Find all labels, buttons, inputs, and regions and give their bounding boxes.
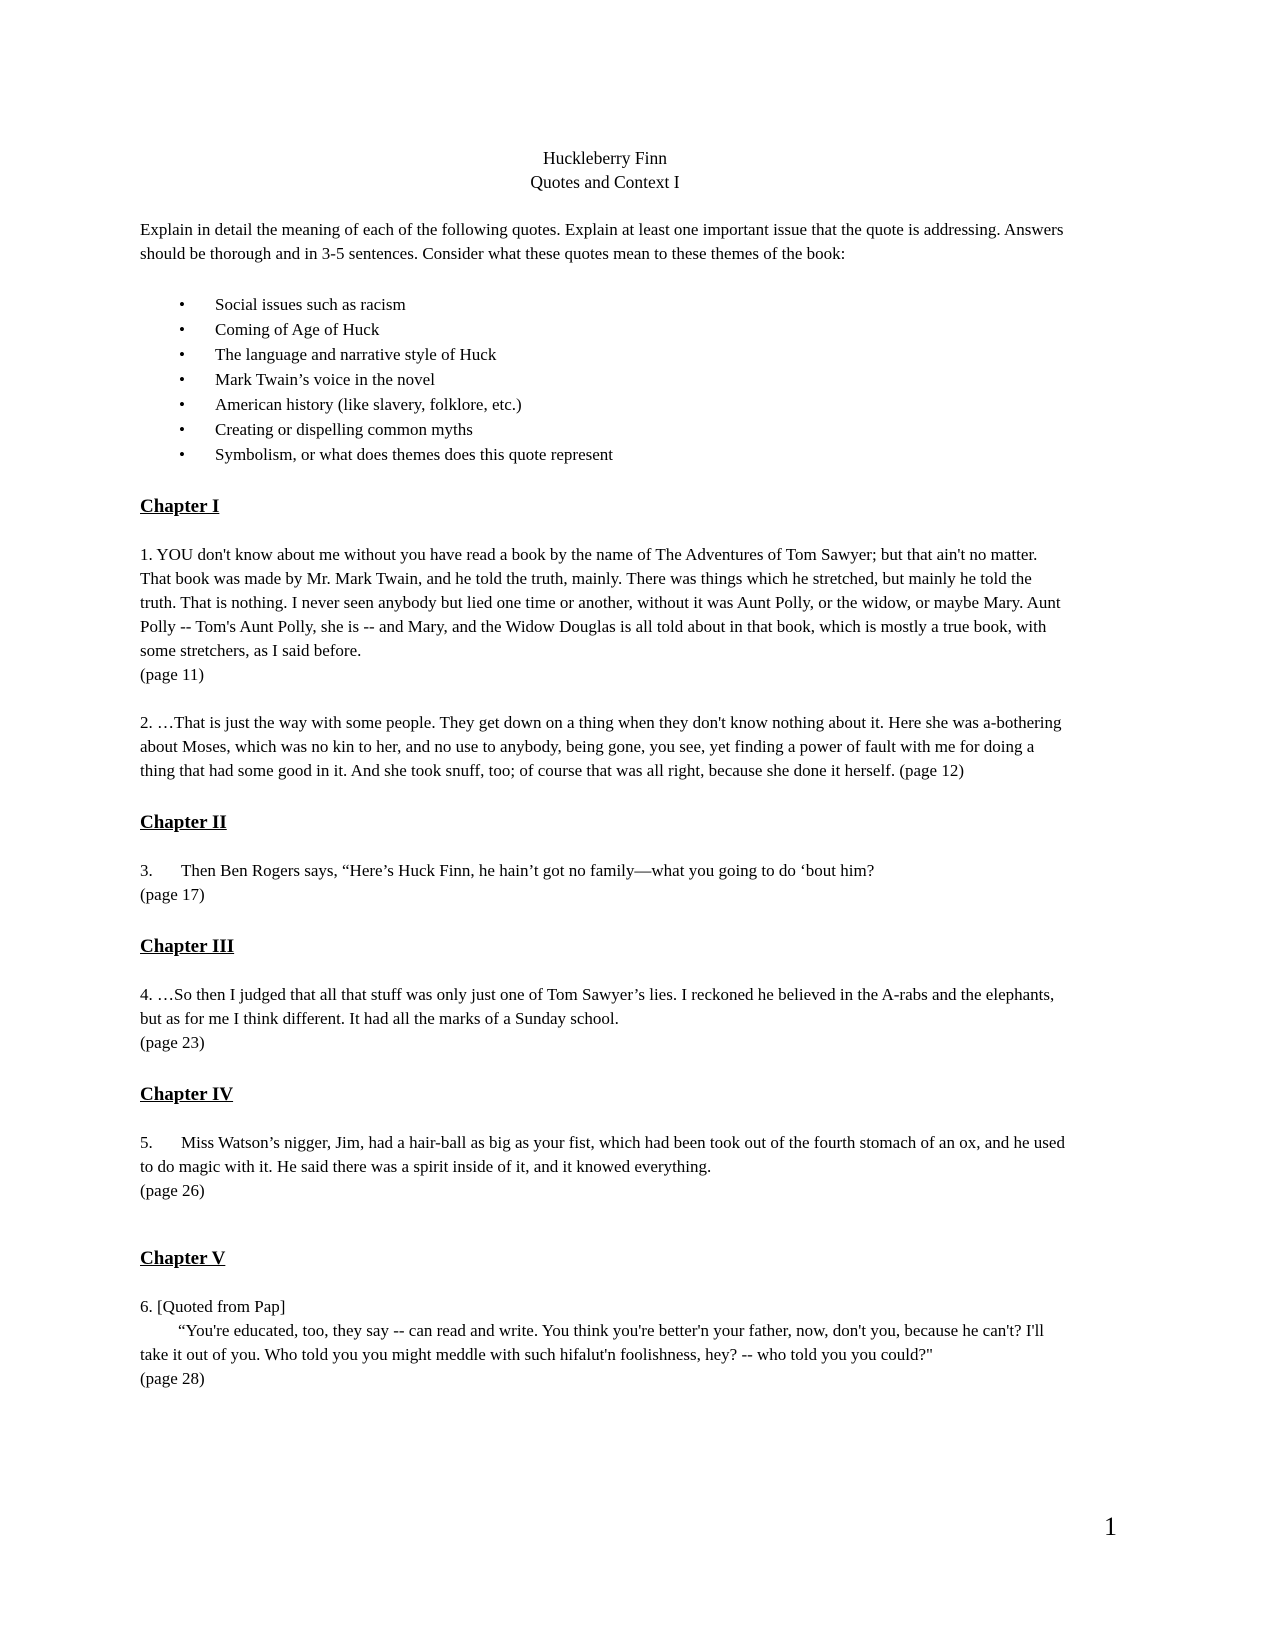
theme-item-twains-voice: • Mark Twain’s voice in the novel [140, 367, 1070, 392]
title-line-1: Huckleberry Finn [543, 148, 667, 168]
theme-item-american-history: • American history (like slavery, folklore, etc.) [140, 392, 1070, 417]
quote-3-pageref: (page 17) [140, 885, 205, 904]
chapter-5-heading: Chapter V [140, 1248, 226, 1269]
quote-6-lead: 6. [Quoted from Pap] [140, 1297, 286, 1316]
quote-5-pageref: (page 26) [140, 1181, 205, 1200]
document-title [140, 146, 1070, 194]
quote-4 [140, 983, 1070, 1055]
quote-1-pageref: (page 11) [140, 665, 205, 684]
quote-3-text [140, 859, 1070, 883]
quote-6-body: “You're educated, too, they say -- can read and write. You think you're better'n your father, now, don't you, because he can't? I'll take it out of you. Who told you you might meddle with such hifalut'n foolishness, hey? -- who told you you could?" [140, 1321, 1045, 1364]
chapter-3-heading: Chapter III [140, 936, 235, 957]
themes-list [140, 292, 1070, 467]
intro-paragraph: Explain in detail the meaning of each of the following quotes. Explain at least one important issue that the quote is addressing. Answers should be thorough and in 3-5 sentences. Consider what these quotes mean to these themes of the book: [140, 220, 1064, 263]
page-number: 1 [1104, 1512, 1117, 1541]
quote-5-number: 5. [140, 1133, 153, 1152]
document-content [140, 146, 1070, 1391]
quote-5-text [140, 1131, 1070, 1179]
quote-5-body: Miss Watson’s nigger, Jim, had a hair-ball as big as your fist, which had been took out of the fourth stomach of an ox, and he used to do magic with it. He said there was a spirit inside of it, and it knowed everything. [140, 1133, 1065, 1176]
quote-4-pageref: (page 23) [140, 1033, 205, 1052]
quote-4-text: 4. …So then I judged that all that stuff was only just one of Tom Sawyer’s lies. I reckoned he believed in the A-rabs and the elephants, but as for me I think different. It had all the marks of a Sunday school. [140, 985, 1055, 1028]
quote-1-text: 1. YOU don't know about me without you have read a book by the name of The Adventures of Tom Sawyer; but that ain't no matter. That book was made by Mr. Mark Twain, and he told the truth, mainly. There was things which he stretched, but mainly he told the truth. That is nothing. I never seen anybody but lied one time or another, without it was Aunt Polly, or the widow, or maybe Mary. Aunt Polly -- Tom's Aunt Polly, she is -- and Mary, and the Widow Douglas is all told about in that book, which is mostly a true book, with some stretchers, as I said before. [140, 545, 1061, 660]
chapter-4-heading: Chapter IV [140, 1084, 234, 1105]
theme-item-myths: • Creating or dispelling common myths [140, 417, 1070, 442]
quote-3-body: Then Ben Rogers says, “Here’s Huck Finn, he hain’t got no family—what you going to do ‘bout him? [181, 861, 875, 880]
theme-item-symbolism: • Symbolism, or what does themes does this quote represent [140, 442, 1070, 467]
theme-item-language-style: • The language and narrative style of Huck [140, 342, 1070, 367]
quote-5 [140, 1131, 1070, 1203]
quote-2: 2. …That is just the way with some people. They get down on a thing when they don't know nothing about it. Here she was a-bothering about Moses, which was no kin to her, and no use to anybody, being gone, you see, yet finding a power of fault with me for doing a thing that had some good in it. And she took snuff, too; of course that was all right, because she done it herself. (page 12) [140, 713, 1062, 780]
quote-3-number: 3. [140, 861, 153, 880]
theme-item-social-issues: • Social issues such as racism [140, 292, 1070, 317]
quote-6 [140, 1295, 1070, 1391]
title-line-2: Quotes and Context I [530, 172, 680, 192]
quote-1 [140, 543, 1070, 687]
chapter-2-heading: Chapter II [140, 812, 227, 833]
quote-3 [140, 859, 1070, 907]
theme-item-coming-of-age: • Coming of Age of Huck [140, 317, 1070, 342]
quote-6-pageref: (page 28) [140, 1369, 205, 1388]
chapter-1-heading: Chapter I [140, 496, 220, 517]
